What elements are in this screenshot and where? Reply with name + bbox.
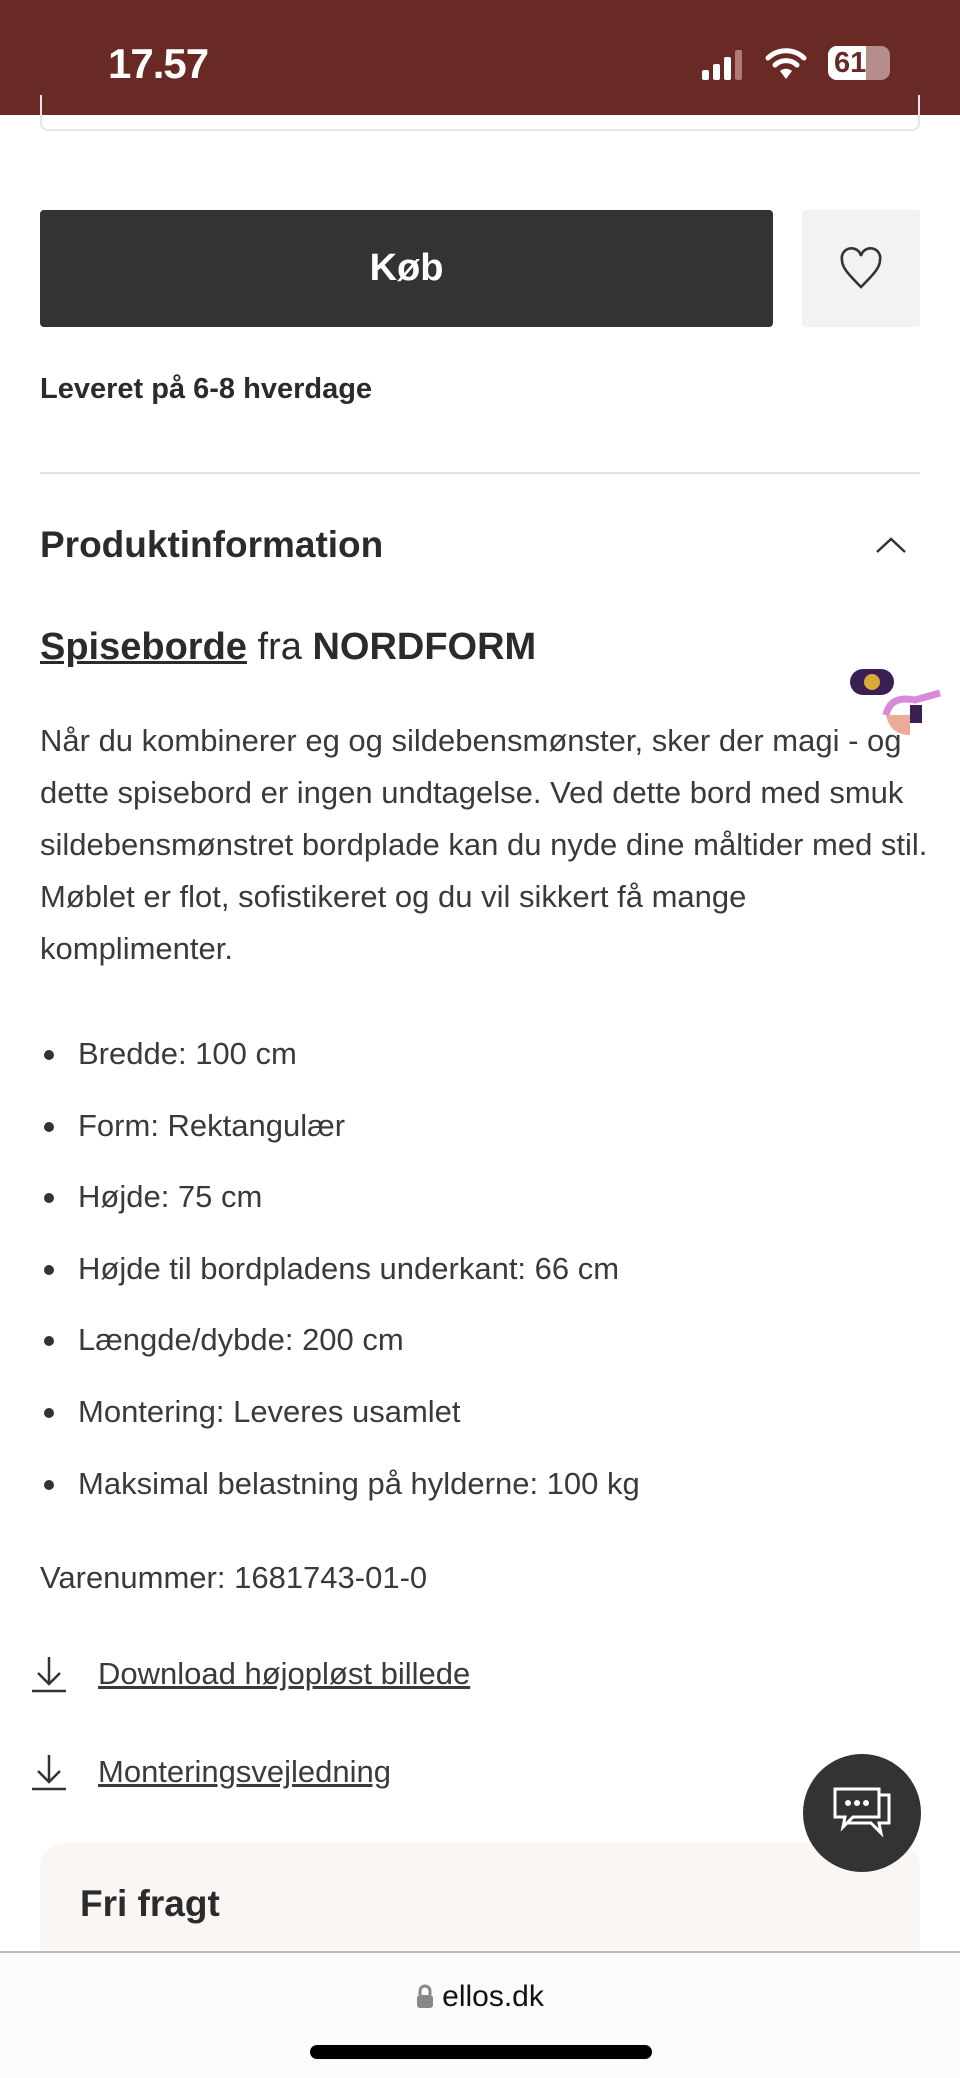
signal-icon xyxy=(700,48,750,80)
spec-text: Maksimal belastning på hylderne: 100 kg xyxy=(78,1465,640,1501)
spec-text: Højde til bordpladens underkant: 66 cm xyxy=(78,1250,620,1286)
from-text: fra xyxy=(257,626,302,668)
battery-icon xyxy=(828,46,890,80)
delivery-info: Leveret på 6-8 hverdage xyxy=(40,373,373,405)
spec-item xyxy=(40,1036,640,1108)
previous-card xyxy=(40,95,920,131)
spec-text: Bredde: 100 cm xyxy=(78,1036,297,1071)
product-info-header[interactable]: Produktinformation xyxy=(40,524,384,565)
spec-item xyxy=(40,1394,640,1466)
spec-item xyxy=(40,1322,640,1394)
url-text: ellos.dk xyxy=(442,1980,544,2013)
download-icon xyxy=(30,1654,68,1694)
clock: 17.57 xyxy=(108,40,209,87)
wifi-icon xyxy=(765,46,807,80)
assembly-guide-link[interactable] xyxy=(30,1752,391,1792)
home-indicator[interactable] xyxy=(310,2045,652,2059)
download-icon xyxy=(30,1752,68,1792)
assembly-link-text[interactable]: Monteringsvejledning xyxy=(98,1754,391,1789)
spec-text: Længde/dybde: 200 cm xyxy=(78,1322,404,1358)
free-shipping-title: Fri fragt xyxy=(80,1883,220,1924)
spec-item xyxy=(40,1251,640,1323)
brand-line xyxy=(40,626,536,669)
chevron-up-icon[interactable] xyxy=(874,534,908,556)
chat-icon xyxy=(831,1785,893,1841)
sku: Varenummer: 1681743-01-0 xyxy=(40,1560,428,1595)
spec-text: Højde: 75 cm xyxy=(78,1179,263,1215)
spec-item xyxy=(40,1179,640,1251)
category-link[interactable]: Spiseborde xyxy=(40,626,247,668)
download-image-link[interactable] xyxy=(30,1654,470,1694)
spec-text: Montering: Leveres usamlet xyxy=(78,1393,461,1429)
favorite-button[interactable] xyxy=(802,210,920,327)
product-description: Når du kombinerer eg og sildebensmønster, sker der magi - og dette spisebord er ingen undtagelse. Ved dette bord med smuk sildebensmønstret bordplade kan du nyde dine måltider med stil. Møblet er flot, sofistikeret og du vil sikkert få mange komplimenter. xyxy=(40,723,928,966)
chat-button[interactable] xyxy=(803,1754,921,1872)
spec-text: Form: Rektangulær xyxy=(78,1107,346,1143)
spec-item xyxy=(40,1466,640,1538)
heart-icon xyxy=(837,245,885,293)
lock-icon xyxy=(416,1983,434,2009)
brand-name: NORDFORM xyxy=(312,626,537,668)
spec-item xyxy=(40,1108,640,1180)
buy-button[interactable]: Køb xyxy=(40,210,773,327)
spec-list xyxy=(40,1036,640,1537)
download-link-text[interactable]: Download højopløst billede xyxy=(98,1656,471,1691)
url-bar[interactable] xyxy=(0,1980,960,2014)
divider xyxy=(40,472,920,474)
battery-level: 61 xyxy=(834,47,867,79)
